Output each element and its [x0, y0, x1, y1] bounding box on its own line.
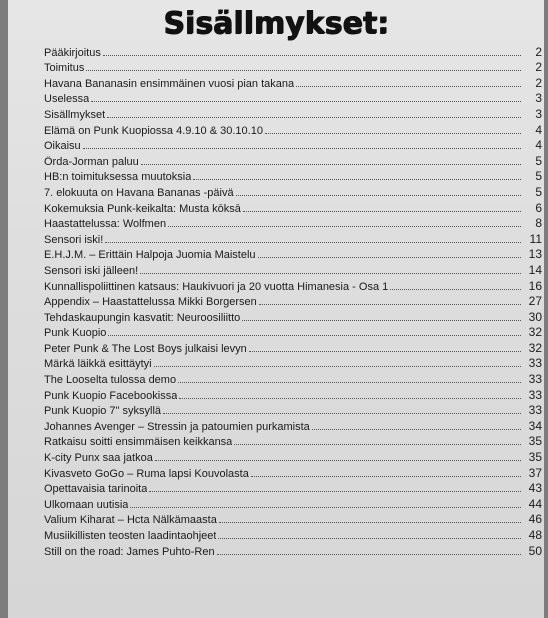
toc-entry-title: Uselessa	[44, 93, 90, 106]
toc-entry-title: Punk Kuopio 7" syksyllä	[44, 405, 162, 418]
toc-entry-title: Still on the road: James Puhto-Ren	[44, 545, 215, 558]
dot-leader	[168, 226, 521, 227]
toc-entry	[44, 480, 542, 496]
toc-entry	[44, 355, 542, 371]
toc-entry-page: 33	[528, 372, 542, 387]
dot-leader	[141, 164, 521, 165]
dot-leader	[243, 211, 521, 212]
toc-entry	[44, 339, 542, 355]
toc-entry	[44, 402, 542, 418]
toc-entry-title: HB:n toimituksessa muutoksia	[44, 171, 192, 184]
toc-entry-page: 48	[528, 528, 542, 542]
dot-leader	[259, 304, 521, 305]
toc-entry	[44, 495, 542, 511]
toc-entry-page: 2	[535, 44, 542, 59]
toc-entry-title: K-city Punx saa jatkoa	[44, 452, 153, 465]
toc-entry	[44, 199, 542, 215]
toc-entry	[44, 293, 542, 309]
document-page	[8, 0, 544, 618]
toc-entry-page: 8	[535, 216, 542, 231]
toc-entry-page: 16	[528, 278, 542, 293]
toc-entry	[44, 370, 542, 386]
dot-leader	[265, 133, 521, 134]
dot-leader	[296, 86, 521, 87]
toc-entry-title: Tehdaskaupungin kasvatit: Neuroosiliitto	[44, 311, 241, 324]
toc-entry-title: Pääkirjoitus	[44, 46, 101, 59]
toc-entry-page: 14	[528, 262, 542, 277]
toc-entry	[44, 215, 542, 231]
toc-entry-page: 3	[535, 91, 542, 106]
toc-entry-title: Oikaisu	[44, 140, 81, 153]
dot-leader	[217, 554, 521, 555]
dot-leader	[130, 507, 521, 508]
dot-leader	[218, 538, 521, 539]
toc-entry	[44, 246, 542, 262]
dot-leader	[83, 148, 521, 149]
toc-entry	[44, 277, 542, 293]
toc-entry-page: 5	[535, 153, 542, 168]
dot-leader	[258, 257, 521, 258]
toc-entry-page: 35	[528, 434, 542, 449]
toc-entry-title: Kunnallispoliittinen katsaus: Haukivuori ja 20 vuotta Himanesia - Osa 1	[44, 280, 389, 293]
dot-leader	[242, 320, 521, 321]
toc-entry-page: 34	[528, 418, 542, 433]
toc-entry-page: 11	[529, 231, 542, 246]
dot-leader	[108, 335, 521, 336]
toc-entry-title: Punk Kuopio Facebookissa	[44, 389, 178, 402]
toc-entry-title: Kivasveto GoGo – Ruma lapsi Kouvolasta	[44, 467, 249, 480]
toc-entry-title: Örda-Jorman paluu	[44, 155, 139, 168]
toc-entry-page: 33	[528, 387, 542, 402]
toc-entry-title: Haastattelussa: Wolfmen	[44, 218, 167, 231]
toc-entry-title: The Looselta tulossa demo	[44, 374, 177, 387]
toc-entry	[44, 526, 542, 542]
toc-entry-title: 7. elokuuta on Havana Bananas -päivä	[44, 186, 234, 199]
toc-entry-title: Märkä läikkä esittäytyi	[44, 358, 152, 371]
page-title: Sisällmykset:	[163, 6, 389, 41]
toc-entry-title: Valium Kiharat – Hcta Nälkämaasta	[44, 514, 217, 527]
toc-entry	[44, 324, 542, 340]
toc-entry-title: Sensori iski jälleen!	[44, 264, 139, 277]
dot-leader	[179, 398, 521, 399]
dot-leader	[251, 476, 521, 477]
toc-entry	[44, 417, 542, 433]
toc-entry-title: Johannes Avenger – Stressin ja patoumien purkamista	[44, 420, 310, 433]
toc-entry-title: Sisällmykset	[44, 108, 106, 121]
toc-entry-page: 46	[528, 512, 542, 527]
dot-leader	[107, 117, 521, 118]
dot-leader	[86, 70, 521, 71]
toc-entry-page: 43	[528, 481, 542, 496]
toc-entry-title: Sensori iski!	[44, 233, 104, 246]
dot-leader	[154, 366, 521, 367]
toc-entry-page: 35	[528, 450, 542, 465]
toc-entry-title: Musiikillisten teosten laadintaohjeet	[44, 530, 217, 542]
toc-entry-title: Punk Kuopio	[44, 327, 107, 340]
toc-entry-page: 3	[535, 106, 542, 121]
toc-entry-title: Ulkomaan uutisia	[44, 498, 129, 511]
dot-leader	[236, 195, 521, 196]
toc-entry-page: 44	[528, 496, 542, 511]
toc-entry	[44, 464, 542, 480]
toc-entry	[44, 448, 542, 464]
toc-entry-page: 30	[528, 309, 542, 324]
dot-leader	[312, 429, 521, 430]
toc-entry	[44, 511, 542, 527]
toc-entry	[44, 542, 542, 558]
dot-leader	[91, 101, 521, 102]
dot-leader	[163, 413, 521, 414]
toc-entry-title: Appendix – Haastattelussa Mikki Borgersen	[44, 296, 257, 309]
dot-leader	[178, 382, 521, 383]
toc-entry-page: 27	[528, 294, 542, 309]
toc-entry-page: 13	[528, 247, 542, 262]
toc-entry	[44, 90, 542, 106]
toc-entry-page: 50	[528, 543, 542, 558]
table-of-contents	[44, 43, 542, 558]
toc-entry	[44, 152, 542, 168]
toc-entry-page: 5	[535, 169, 542, 184]
toc-entry	[44, 137, 542, 153]
dot-leader	[249, 351, 521, 352]
toc-entry	[44, 433, 542, 449]
toc-entry-page: 33	[528, 403, 542, 418]
toc-entry	[44, 386, 542, 402]
dot-leader	[103, 55, 521, 56]
toc-entry-page: 32	[528, 340, 542, 355]
dot-leader	[390, 289, 521, 290]
toc-entry	[44, 59, 542, 75]
toc-entry-title: Ratkaisu soitti ensimmäisen keikkansa	[44, 436, 233, 449]
toc-entry	[44, 43, 542, 59]
toc-entry-page: 32	[528, 325, 542, 340]
dot-leader	[105, 242, 521, 243]
toc-entry-page: 37	[528, 465, 542, 480]
toc-entry	[44, 183, 542, 199]
toc-entry-title: Opettavaisia tarinoita	[44, 483, 148, 496]
toc-entry	[44, 261, 542, 277]
toc-entry-page: 5	[535, 184, 542, 199]
toc-entry-page: 2	[535, 75, 542, 90]
toc-entry-title: Elämä on Punk Kuopiossa 4.9.10 & 30.10.10	[44, 124, 263, 137]
toc-entry	[44, 168, 542, 184]
toc-entry	[44, 308, 542, 324]
dot-leader	[193, 179, 521, 180]
toc-entry-title: Kokemuksia Punk-keikalta: Musta kōksā	[44, 202, 241, 215]
toc-entry-title: Havana Bananasin ensimmäinen vuosi pian takana	[44, 77, 295, 90]
toc-entry-page: 33	[528, 356, 542, 371]
toc-entry-page: 4	[535, 122, 542, 137]
toc-entry-title: Toimitus	[44, 62, 85, 75]
dot-leader	[149, 491, 521, 492]
toc-entry-title: E.H.J.M. – Erittäin Halpoja Juomia Maistelu	[44, 249, 256, 262]
toc-entry-title: Peter Punk & The Lost Boys julkaisi levyn	[44, 342, 247, 355]
toc-entry	[44, 74, 542, 90]
toc-entry-page: 6	[535, 200, 542, 215]
toc-entry	[44, 121, 542, 137]
toc-entry	[44, 230, 542, 246]
dot-leader	[234, 444, 521, 445]
dot-leader	[219, 522, 521, 523]
dot-leader	[155, 460, 521, 461]
toc-entry	[44, 105, 542, 121]
toc-entry-page: 2	[535, 60, 542, 75]
toc-entry-page: 4	[535, 138, 542, 153]
dot-leader	[140, 273, 521, 274]
